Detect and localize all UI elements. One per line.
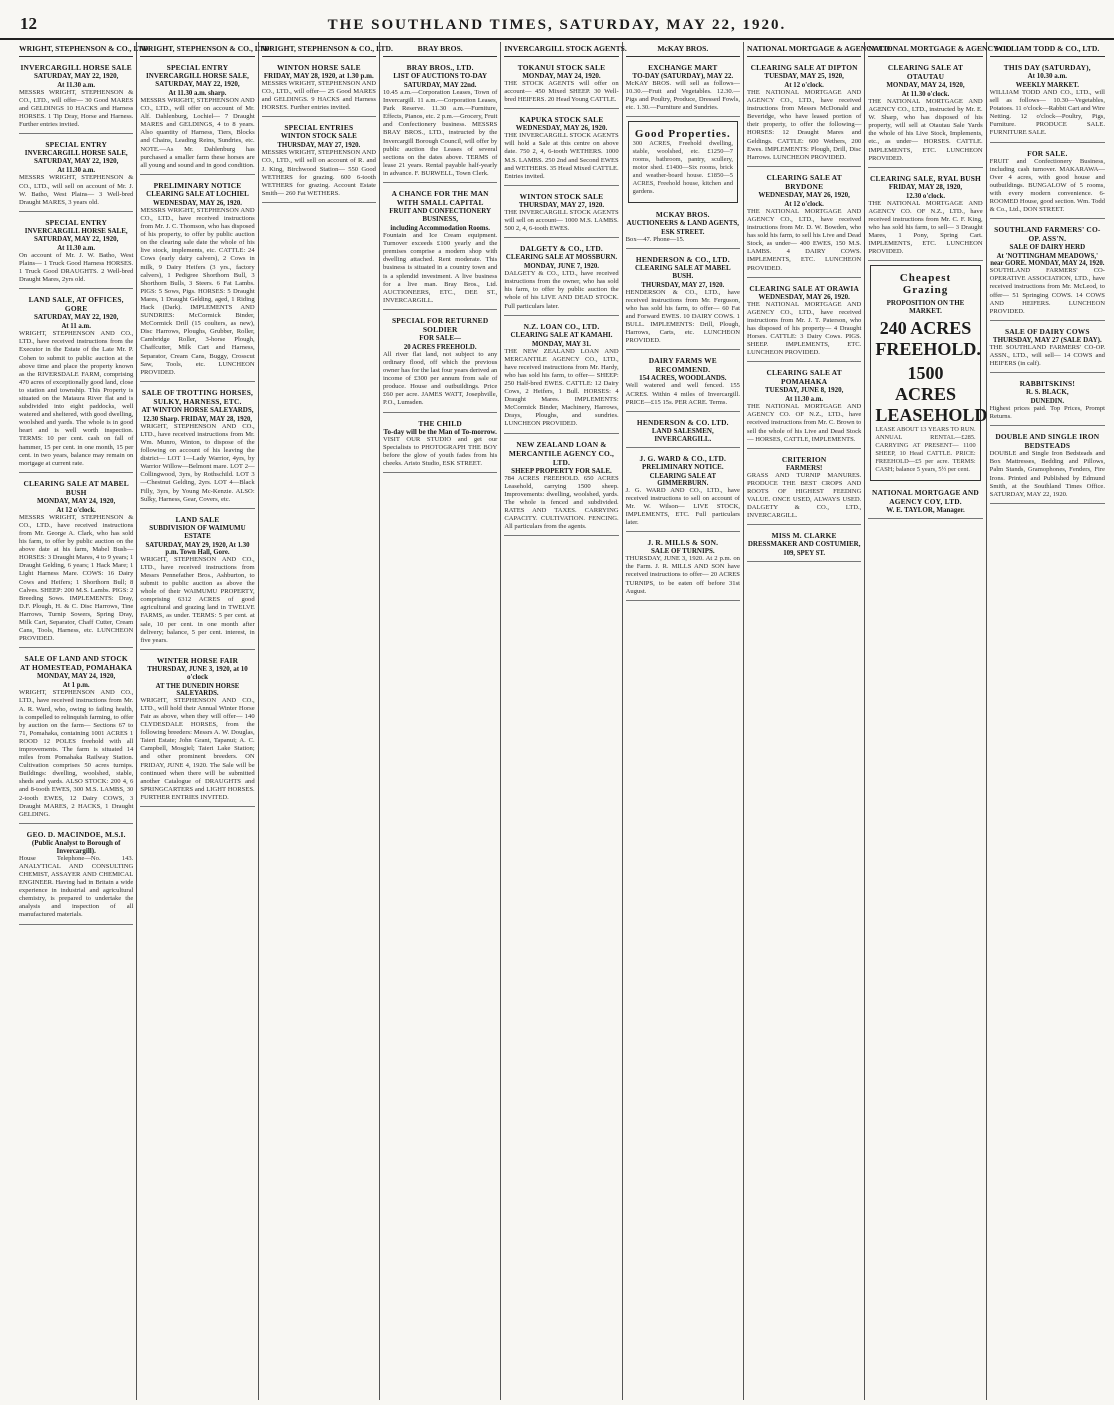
ad-date: TUESDAY, JUNE 8, 1920,: [764, 386, 844, 395]
ad-date: SATURDAY, MAY 22, 1920,: [33, 72, 119, 80]
advertisement: [990, 222, 1105, 321]
ad-body: MESSRS WRIGHT, STEPHENSON AND CO., LTD., will offer on account of Mr. Alf. Dahlenburg, Lochiel— 7 Draught MARES and GELDINGS, 4 to 8 years. Also quantity of Harness, Tiers, Blocks and Chains, Leading Reins, Sundries, etc. NOTE.—As Mr. Dahlenburg has purchased a smaller farm these horses are all young and sound and in good condition.: [140, 97, 255, 169]
ad-body: WRIGHT, STEPHENSON AND CO., LTD., have received instructions from Mr. Wm. Munro, Winton, to dispose of the following on account of his leaving the district— LOT 1—Lady Warrior, 4yrs, by Warrior Willow—Belmont mare. LOT 2—Collingwood, 3yrs, by Rothschild. LOT 3—Chestnut Gelding, 2yrs. LOT 4—Black Filly, 3yrs, by Young Mc-Kenzie. ALSO: Sulky, Harness, Gear, Covers, etc.: [140, 422, 255, 503]
ad-subheading: THURSDAY, MAY 27, 1920.: [641, 281, 725, 289]
ad-body: All river flat land, not subject to any ordinary flood, off which the previous owner has for the last four years derived an income of £300 per annum from sale of produce. House and outbuildings. Price £60 per acre. JAMES WATT, Josephville, P.O., Lumsden.: [383, 350, 498, 407]
advertisement: [868, 60, 982, 168]
ad-title: SOUTHLAND FARMERS' CO-OP. ASS'N.: [994, 225, 1101, 244]
ad-date: WEDNESDAY, MAY 26, 1920,: [758, 190, 850, 199]
ad-subheading: At 1 p.m.: [62, 682, 90, 690]
ad-title: MISS M. CLARKE: [771, 531, 837, 541]
advertisement: [747, 281, 861, 363]
ad-subheading: 12.30 Sharp. FRIDAY, MAY 28, 1920,: [142, 415, 253, 423]
ad-subheading: SATURDAY, MAY 29, 1920, At 1.30 p.m. Town Hall, Gore.: [145, 541, 250, 556]
ad-body: Box—47. Phone—15.: [625, 235, 685, 243]
ad-date: LAND SALESMEN, INVERCARGILL.: [651, 426, 714, 443]
column-6: [623, 42, 744, 1400]
ad-body: WRIGHT, STEPHENSON AND CO., LTD., have received instructions from Messrs Pennefather Bros., Ashburton, to submit to public auction as above the whole of their WAIMUMU PROPERTY, comprising 6312 ACRES of good agricultural and grazing land in TWELVE FARMS, as under. TERMS: 5 per cent. at sale, 10 per cent. in one month after delivery; balance, 5 per cent. interest, in five years.: [140, 555, 255, 644]
column-9: [987, 42, 1108, 1400]
ad-body: 784 ACRES FREEHOLD. 650 ACRES Leasehold, carrying 1500 sheep. Improvements: dwelling, woolshed, yards. The whole is fenced and subdivided. RATES AND TAXES. CARRYING CAPACITY. CULTIVATION. FENCING. All particulars from the agents.: [504, 474, 619, 531]
ad-date: THURSDAY, MAY 27, 1920.: [518, 200, 605, 209]
ad-date: SATURDAY, MAY 22, 1920,: [33, 313, 119, 322]
ad-subheading: At 11.30 a.m.: [57, 244, 96, 252]
advertisement: [383, 60, 497, 183]
advertisement: [19, 292, 133, 473]
advertisement: [504, 112, 618, 186]
ad-date: AT WINTON HORSE SALEYARDS,: [141, 405, 254, 414]
ad-subheading: WEDNESDAY, MAY 26, 1920.: [153, 199, 242, 207]
ad-title: KAPUKA STOCK SALE: [519, 115, 604, 125]
ad-title: CLEARING SALE AT DIPTON: [750, 63, 858, 72]
ad-body: WRIGHT, STEPHENSON AND CO., LTD., will hold their Annual Winter Horse Fair as above, when they will offer— 140 CLYDESDALE HORSES, from the following breeders: Messrs A. W. Douglas, Taieri Estate; John Grant, Tapanui; A. C. Campbell, Mosgiel; Taieri Lake Station; and other prominent breeders. ON FRIDAY, JUNE 4, 1920. The Sale will be continued when there will be submitted another Catalogue of DRAUGHTS and SPRINGCARTERS and LIGHT HORSES. FURTHER ENTRIES INVITED.: [140, 696, 255, 801]
ad-title: WINTER HORSE FAIR: [156, 655, 239, 665]
ad-subheading: THURSDAY, MAY 27, 1920.: [277, 142, 361, 150]
ad-subheading: DUNEDIN.: [1030, 398, 1065, 406]
ad-title: CLEARING SALE AT BRYDONE: [766, 172, 842, 191]
advertisement: [140, 60, 254, 175]
ad-body: 10.45 a.m.—Corporation Leases, Town of Invercargill. 11 a.m.—Corporation Leases, Park Reserve. 11.30 a.m.—Furniture, Effects, Pianos, etc. 2 p.m.—Grocery, Fruit and Confectionery business. MESSRS BRAY BROS., LTD., instructed by the Invercargill Borough Council, will offer by public auction the Leases of several sections on the dates above. TERMS of lease 21 years. Rental payable half-yearly in advance. F. BURWELL, Town Clerk.: [383, 89, 498, 177]
ad-title: NATIONAL MORTGAGE AND AGENCY COY, LTD.: [872, 487, 979, 506]
ad-body: THE STOCK AGENTS will offer on account— 450 Mixed SHEEP. 30 Well-bred HEIFERS. 20 Head Young CATTLE.: [504, 80, 619, 104]
ad-body: VISIT OUR STUDIO and get our Specialists to PHOTOGRAPH THE BOY before the glow of youth fades from his cheeks. Aristo Studio, ESK STREET.: [383, 435, 498, 467]
ad-date: To-day will be the Man of To-morrow.: [383, 427, 497, 436]
ad-title: J. R. MILLS & SON.: [647, 538, 719, 548]
ad-subheading: AT THE DUNEDIN HORSE SALEYARDS.: [155, 682, 240, 697]
advertisement: [19, 827, 133, 925]
advertisement: [140, 653, 254, 807]
ad-body: THE NATIONAL MORTGAGE AND AGENCY CO., LTD., instructed by Mr. E. W. Sharp, who has disposed of his property, will sell at Otautau Sale Yards the whole of his Live Stock, Implements, etc., as under— HORSES. CATTLE. IMPLEMENTS, ETC. LUNCHEON PROVIDED.: [868, 98, 983, 162]
advertisement: [626, 252, 740, 351]
column-heading: BRAY BROS.: [383, 42, 497, 57]
columns-container: [16, 42, 1108, 1400]
ad-date: FRUIT AND CONFECTIONERY BUSINESS,: [389, 207, 492, 224]
ad-title: HENDERSON & CO., LTD.: [635, 254, 730, 264]
ad-title: SPECIAL ENTRY: [166, 63, 229, 72]
ad-title: THIS DAY (SATURDAY),: [1003, 63, 1091, 72]
ad-date: 154 ACRES, WOODLANDS.: [639, 374, 727, 383]
ad-title: DALGETY & CO., LTD.: [520, 244, 603, 254]
column-2: [137, 42, 272, 1400]
advertisement: [626, 60, 740, 117]
ad-title: WINTON STOCK SALE: [519, 191, 604, 201]
ad-title: J. G. WARD & CO., LTD.: [639, 453, 727, 463]
ad-title: SALE OF LAND AND STOCK AT HOMESTEAD, POMAHAKA: [20, 654, 133, 673]
masthead: [0, 0, 1114, 40]
ad-body: WRIGHT, STEPHENSON AND CO., LTD., have received instructions from the Executor in the Estate of the Late Mr. P. Cohen to submit to public auction at the above time and place the property known as the RIVERSDALE FARM, comprising 470 acres of exceptionally good land, close to station and township. This Property is situated on the Mataura River flat and is subdivided into eight paddocks, well watered and sheltered, with good dwelling, woolshed and yards. The whole is in good heart and is well worth inspection. TERMS: 10 per cent. cash on fall of hammer, 15 per cent. in one month, 15 per cent. in two years, balance may remain on mortgage at current rate.: [19, 330, 134, 467]
ad-subheading: At 11.30 a.m. sharp.: [168, 90, 227, 97]
ad-title: CLEARING SALE AT MABEL BUSH: [23, 478, 129, 497]
advertisement: [990, 324, 1105, 373]
advertisement: [19, 60, 133, 134]
ad-body: MESSRS WRIGHT, STEPHENSON AND CO., LTD., will sell on account of R. and J. King, Birchwood Station— 550 Good WETHERS for grazing. 600 6-tooth WETHERS for grazing. Account Estate Smith— 260 Fat WETHERS.: [261, 149, 376, 197]
advertisement: [19, 215, 133, 289]
ad-date: SALE OF DAIRY HERD: [1009, 243, 1086, 252]
ad-body: FRUIT and Confectionery Business, including cash turnover. MAKARAWA—Over 4 acres, with good house and outbuildings. BUNGALOW of 5 rooms, with every modern convenience. 6-ROOMED House, good section. Wm. Todd & Co., Ltd., DON STREET.: [989, 157, 1105, 214]
advertisement: [262, 120, 376, 203]
ad-title: INVERCARGILL HORSE SALE: [20, 63, 132, 72]
ad-date: FRIDAY, MAY 28, 1920, at 1.30 p.m.: [263, 72, 374, 80]
ad-subheading: At 12 o'clock.: [56, 506, 96, 514]
advertisement: [140, 512, 254, 650]
ad-date: (Public Analyst to Borough of Invercargill).: [31, 838, 121, 855]
ad-subheading: 20 ACRES FREEHOLD.: [403, 343, 477, 351]
column-heading: WRIGHT, STEPHENSON & CO., LTD.: [19, 42, 133, 57]
advertisement: [504, 189, 618, 238]
ad-title: EXCHANGE MART: [648, 63, 718, 72]
ad-title: LAND SALE: [175, 514, 220, 524]
advertisement: [990, 146, 1105, 220]
ad-date: MONDAY, MAY 24, 1920,: [37, 672, 116, 681]
ad-subheading: At 11.30 o'clock.: [901, 91, 950, 98]
advertisement: [747, 365, 861, 448]
advertisement: [504, 241, 618, 315]
ad-subtitle: PROPOSITION ON THE MARKET.: [886, 299, 965, 316]
ad-subheading: ESK STREET.: [661, 228, 705, 236]
column-heading: WRIGHT, STEPHENSON & CO., LTD.: [140, 42, 254, 57]
column-5: [501, 42, 627, 1400]
advertisement: [262, 60, 376, 117]
ad-title: TOKANUI STOCK SALE: [517, 63, 606, 72]
ad-subheading: 109, SPEY ST.: [783, 550, 826, 558]
column-heading: WILLIAM TODD & CO., LTD.: [990, 42, 1105, 57]
ad-title: DAIRY FARMS WE RECOMMEND.: [648, 356, 717, 375]
ad-date: TUESDAY, MAY 25, 1920,: [764, 72, 844, 80]
ad-title: SPECIAL ENTRY: [45, 140, 107, 150]
ad-body: MESSRS WRIGHT, STEPHENSON & CO., LTD., will offer— 30 Good MARES and GELDINGS 10 HACKS and Harness HORSES. 1 Tip Dray, Horse and Harness. Further entries invited.: [19, 89, 134, 129]
ad-title: CLEARING SALE, RYAL BUSH: [869, 173, 982, 183]
ad-subheading: At 11.30 a.m.: [785, 396, 824, 404]
ad-body: 300 ACRES, Freehold dwelling, stable, woolshed, etc. £1250—7 rooms, bathroom, pantry, scullery, motor shed. £1400—Six rooms, brick and weather-board house. £1850—5 ACRES, Freehold house, kitchen and gardens.: [632, 140, 733, 195]
column-heading: WRIGHT, STEPHENSON & CO., LTD.: [262, 42, 376, 57]
ad-date: SHEEP PROPERTY FOR SALE.: [511, 466, 612, 475]
advertisement: [870, 265, 988, 480]
advertisement: [19, 137, 133, 211]
ad-title: N.Z. LOAN CO., LTD.: [523, 321, 600, 331]
advertisement: [990, 376, 1105, 426]
ad-body: MESSRS WRIGHT, STEPHENSON AND CO., LTD., have received instructions from Mr. J. C. Thomson, who has disposed of his property, to offer by public auction on the clearing sale date the whole of his live stock, implements, etc. CATTLE: 24 Cows (early dairy calvers), 2 Cows in milk, 9 Dairy Heifers (3 yrs., factory calvers), 1 Pedigree Shorthorn Bull, 3 Shorthorn Bulls, 3 Steers. 6 Fat Lambs. PIGS: 5 Sows, Pigs. HORSES: 5 Draught Mares, 1 Draught Gelding, aged, 1 Riding Hack (Dark). IMPLEMENTS AND SUNDRIES: McCormick Binder, McCormick Drill (15 coulters, as new), Disc Harrows, Ploughs, Grubber, Roller, Cambridge Roller, 3-horse Plough, Chaffcutter, Milk Cart and Harness, Separator, Cream Cans, Buggy, Crosscut Saw, Tools, etc. LUNCHEON PROVIDED.: [140, 206, 255, 376]
column-heading: NATIONAL MORTGAGE & AGENCY CO.: [747, 42, 861, 57]
ad-subheading: CLEARING SALE AT GIMMERBURN.: [649, 472, 716, 487]
ad-date: WEDNESDAY, MAY 26, 1920.: [758, 292, 850, 301]
ad-body: DOUBLE and Single Iron Bedsteads and Box Mattresses, Bedding and Pillows, Palm Stands, Gramophones, Fenders, Fire Irons. Printed and Published by Edmund Smith, at the Southland Times Office. SATURDAY, MAY 22, 1920.: [989, 450, 1105, 498]
advertisement: [868, 171, 982, 262]
ad-date: CLEARING SALE AT MABEL BUSH.: [635, 263, 731, 280]
ad-subheading: At 12 o'clock.: [784, 82, 824, 89]
advertisement: [747, 528, 861, 562]
ad-body: MESSRS WRIGHT, STEPHENSON & CO., LTD., have received instructions from Mr. George A. Clark, who has sold his farm, to offer by public auction on the above date at his farm, Mabel Bush— HORSES: 3 Draught Mares, 4 to 9 years; 1 Draught Gelding, 6 years; 1 Hack Mare; 1 Light Harness Mare. COWS: 16 Dairy Cows and Heifers; 1 Shorthorn Bull; 8 Calves. SHEEP: 200 M.S. Lambs. PIGS: 2 Breeding Sows. IMPLEMENTS: Dray, D.F. Plough, H. & C. Disc Harrows, Tine Harrows, Turnip Sowers, Spring Dray, Milk Cart, Separator, Chaff Cutter, Cream Cans, Tools, Harness, etc. LUNCHEON PROVIDED.: [19, 513, 134, 643]
column-4: [380, 42, 501, 1400]
ad-date: TO-DAY (SATURDAY), MAY 22.: [632, 72, 734, 80]
column-8: [865, 42, 1014, 1400]
ad-subheading: including Accommodation Rooms.: [390, 225, 490, 233]
ad-body: Highest prices paid. Top Prices, Prompt Returns.: [989, 405, 1105, 421]
advertisement: [383, 313, 497, 413]
ad-subheading: WEEKLY MARKET.: [1015, 82, 1079, 89]
ad-date: INVERCARGILL HORSE SALE, SATURDAY, MAY 22, 1920,: [24, 149, 128, 166]
ad-date: R. S. BLACK,: [1026, 388, 1069, 397]
advertisement: [504, 60, 618, 109]
ad-body: Well watered and well fenced. 155 ACRES. Within 4 miles of Invercargill. PRICE—£15 15s. PER ACRE. Terms.: [625, 382, 740, 406]
ad-title: CLEARING SALE AT ORAWIA: [749, 283, 859, 293]
ad-subheading: MONDAY, MAY 31.: [531, 340, 592, 348]
advertisement: [747, 452, 861, 526]
ad-body: SOUTHLAND FARMERS' CO-OPERATIVE ASSOCIATION, LTD., have received instructions from Mr. McLeod, to offer— 51 Springing COWS. 14 COWS AND HEIFERS. LUNCHEON PROVIDED.: [989, 267, 1105, 315]
advertisement: [140, 178, 254, 382]
ad-body: THURSDAY, JUNE 3, 1920. At 2 p.m. on the Farm. J. R. MILLS AND SON have received instructions to offer— 20 ACRES TURNIPS, to be eaten off before 31st August.: [625, 555, 740, 595]
advertisement: [626, 353, 740, 411]
ad-body: J. G. WARD AND CO., LTD., have received instructions to sell on account of Mr. W. Wilson— LIVE STOCK, IMPLEMENTS, ETC. Full particulars later.: [625, 486, 740, 527]
advertisement: [504, 319, 618, 434]
ad-date: THURSDAY, JUNE 3, 1920, at 10 o'clock: [147, 664, 248, 681]
ad-body: Fountain and Ice Cream equipment. Turnover exceeds £100 yearly and the premises comprise a modern shop with dwelling attached. Rent moderate. This business is situated in a country town and is a splendid investment. A live business for a live man. Bray Bros., Ltd. AUCTIONEERS, ETC., DEE ST., INVERCARGILL.: [383, 232, 498, 304]
ad-subheading: At 11 a.m.: [61, 323, 91, 331]
ad-title: A CHANCE FOR THE MAN WITH SMALL CAPITAL: [391, 189, 489, 208]
advertisement: [140, 385, 254, 509]
ad-body: THE NEW ZEALAND LOAN AND MERCANTILE AGENCY CO., LTD., have received instructions from Mr. Hardy, who has sold his farm, to offer— SHEEP: 250 Half-bred EWES. CATTLE: 12 Dairy Cows, 2 Heifers, 1 Bull. HORSES: 4 Draught Mares. IMPLEMENTS: McCormick Binder, Machinery, Harrows, Drays, Ploughs, and sundries. LUNCHEON PROVIDED.: [504, 347, 619, 428]
ad-title: NEW ZEALAND LOAN & MERCANTILE AGENCY CO., LTD.: [508, 439, 615, 467]
ad-title: CRITERION: [781, 454, 827, 464]
ad-title: SALE OF TROTTING HORSES, SULKY, HARNESS, ETC.: [141, 387, 254, 406]
ad-title: CLEARING SALE AT OTAUTAU: [887, 63, 964, 81]
ad-body: THE NATIONAL MORTGAGE AND AGENCY CO. OF N.Z., LTD., have received instructions from Mr. C. Brown to sell the whole of his Live and Dead Stock— HORSES, CATTLE, IMPLEMENTS.: [747, 403, 862, 443]
ad-body: LEASE ABOUT 13 YEARS TO RUN. ANNUAL RENTAL—£285. CARRYING AT PRESENT— 1100 SHEEP, 10 Head CATTLE. PRICE: FREEHOLD—£5 per acre. TERMS: CASH; balance 5 years, 5½ per cent.: [875, 426, 976, 473]
ad-body: THE NATIONAL MORTGAGE AND AGENCY CO., LTD., have received instructions from Mr. D. W. Bowden, who has sold his farm, to sell his Live and Dead Stock, as under— 400 EWES, 150 M.S. LAMBS. 4 DAIRY COWS. IMPLEMENTS, ETC. LUNCHEON PROVIDED.: [747, 207, 862, 272]
advertisement: [990, 429, 1105, 504]
ad-body: THE INVERCARGILL STOCK AGENTS will sell on account— 1000 M.S. LAMBS. 500 2, 4, 6-tooth EWES.: [504, 208, 619, 233]
ad-date: WINTON STOCK SALE: [280, 132, 357, 141]
ad-body: THE NATIONAL MORTGAGE AND AGENCY CO., LTD., have received instructions from Messrs McDonald and Beveridge, who have leased portion of their property, to offer the following— HORSES: 12 Draught Mares and Geldings. CATTLE: 600 Wethers, 200 Ewes. IMPLEMENTS: Plough, Drill, Disc Harrows. LUNCHEON PROVIDED.: [747, 89, 862, 161]
ad-subheading: At 11.30 a.m.: [57, 82, 96, 89]
advertisement: [747, 60, 861, 167]
ad-title: SPECIAL ENTRY: [45, 217, 107, 227]
ad-body: House Telephone—No. 143. ANALYTICAL AND CONSULTING CHEMIST, ASSAYER AND CHEMICAL ENGINEER. Having had in Britain a wide experience in industrial and agricultural chemistry, is prepared to undertake the analysis and inspection of all manufactured materials.: [19, 854, 134, 919]
ad-body: THE NATIONAL MORTGAGE AND AGENCY CO. OF N.Z., LTD., have received instructions from Mr. C. F. King, who has sold his farm, to sell— 3 Draught Mares, 1 Pony, Spring Cart. IMPLEMENTS, ETC. LUNCHEON PROVIDED.: [868, 199, 983, 256]
ad-title: WINTON HORSE SALE: [276, 63, 361, 72]
ad-body: WRIGHT, STEPHENSON AND CO., LTD., have received instructions from Mr. A. R. Ward, who, owing to failing health, is compelled to relinquish farming, to offer by auction on the farm— Sections 67 to 71, Pomahaka, containing 1001 ACRES 1 ROOD 12 POLES freehold with all improvements. The farm is situated 14 miles from Pomahaka Railway Station. Cultivation comprises 50 acres turnips. Buildings: dwelling, woolshed, stable, sheds and yards. ALSO STOCK: 200 4, 6 and 8-tooth EWES, 300 M.S. LAMBS, 30 2-tooth EWES, 12 Dairy COWS, 3 Draught MARES, 2 HACKS, 1 Draught GELDING.: [19, 689, 134, 818]
ad-date: CLEARING SALE AT MOSSBURN.: [505, 253, 618, 262]
advertisement: [383, 186, 497, 310]
ad-date: CLEARING SALE AT LOCHIEL: [146, 189, 249, 198]
ad-body: DALGETY & CO., LTD., have received instructions from the owner, who has sold his farm, to offer by public auction the whole of his LIVE AND DEAD STOCK. Full particulars later.: [504, 270, 619, 310]
advertisement: [628, 121, 738, 202]
ad-date: MONDAY, MAY 24, 1920.: [522, 72, 601, 80]
ad-title: MCKAY BROS.: [655, 209, 710, 219]
advertisement: [504, 437, 618, 537]
ad-title: FOR SALE.: [1027, 148, 1068, 158]
ad-headline: 240 ACRES FREEHOLD.: [875, 318, 981, 360]
ad-headline: 1500 ACRES LEASEHOLD: [875, 363, 988, 426]
ad-date: FOR SALE—: [419, 333, 462, 342]
ad-subheading: SATURDAY, MAY 22nd.: [403, 82, 477, 89]
ad-date: At 10.30 a.m.: [1027, 72, 1068, 80]
ad-date: MONDAY, MAY 24, 1920,: [886, 81, 965, 89]
ad-date: SALE OF TURNIPS.: [651, 547, 715, 556]
ad-title: HENDERSON & CO. LTD.: [636, 417, 729, 427]
ad-date: W. E. TAYLOR, Manager.: [886, 505, 965, 514]
ad-title: THE CHILD: [418, 418, 462, 428]
ad-date: PRELIMINARY NOTICE.: [642, 462, 724, 471]
ad-date: AUCTIONEERS & LAND AGENTS,: [626, 218, 740, 227]
advertisement: [747, 170, 861, 278]
ad-title: GEO. D. MACINDOE, M.S.I.: [26, 829, 126, 839]
advertisement: [626, 207, 740, 249]
page-number: 12: [20, 14, 37, 33]
ad-title: LAND SALE, AT OFFICES, GORE: [28, 295, 124, 314]
ad-date: INVERCARGILL HORSE SALE, SATURDAY, MAY 22, 1920,: [146, 72, 249, 88]
ad-body: THE NATIONAL MORTGAGE AND AGENCY CO., LTD., have received instructions from Mr. J. T. Paterson, who has disposed of his property— 4 Draught Horses. CATTLE: 3 Dairy Cows. PIGS. SHEEP. IMPLEMENTS, ETC. LUNCHEON PROVIDED.: [747, 300, 862, 357]
column-heading: McKAY BROS.: [626, 42, 740, 57]
column-1: [16, 42, 151, 1400]
advertisement: [868, 485, 982, 519]
ad-date: FARMERS!: [785, 463, 823, 472]
ad-date: THURSDAY, MAY 27 (SALE DAY).: [992, 335, 1102, 344]
ad-body: HENDERSON & CO., LTD., have received instructions from Mr. Ferguson, who has sold his farm, to offer— 60 Fat and Forward EWES. 10 DAIRY COWS. 1 BULL. IMPLEMENTS: Drill, Plough, Harrows, Carts, etc. LUNCHEON PROVIDED.: [625, 288, 740, 345]
column-3: [259, 42, 393, 1400]
ad-body: GRASS AND TURNIP MANURES. PRODUCE THE BEST CROPS AND ROOTS OF HIGHEST FEEDING VALUE. ONCE USED, ALWAYS USED. DALGETY & CO., LTD., INVERCARGILL.: [747, 471, 862, 520]
ad-subheading: MONDAY, JUNE 7, 1920.: [523, 263, 599, 271]
ad-body: THE SOUTHLAND FARMERS' CO-OP. ASSN., LTD., will sell— 14 COWS and HEIFERS (in calf).: [989, 343, 1105, 367]
ad-title: SPECIAL ENTRIES: [284, 123, 354, 133]
column-heading: INVERCARGILL STOCK AGENTS.: [504, 42, 618, 57]
ad-title: SALE OF DAIRY COWS: [1004, 326, 1090, 336]
ad-subheading: At 12 o'clock.: [784, 200, 824, 208]
column-heading: NATIONAL MORTGAGE & AGENCY CO.: [868, 42, 982, 57]
ad-body: MESSRS WRIGHT, STEPHENSON AND CO., LTD., will offer— 25 Good MARES and GELDINGS. 9 HACKS and Harness HORSES. Further entries invited.: [261, 80, 376, 112]
ad-title: SPECIAL FOR RETURNED SOLDIER: [391, 315, 489, 334]
ad-date: LIST OF AUCTIONS TO-DAY: [393, 72, 488, 80]
ad-title: Cheapest Grazing: [899, 272, 952, 297]
ad-title: RABBITSKINS!: [1019, 379, 1076, 389]
newspaper-title: THE SOUTHLAND TIMES, SATURDAY, MAY 22, 1920.: [327, 17, 787, 33]
ad-body: On account of Mr. J. W. Batho, West Plains— 1 Truck Good Harness HORSES. 1 Truck Good DRAUGHTS. 2 Well-bred Draught Mares, 2yrs old.: [19, 251, 134, 284]
ad-date: FRIDAY, MAY 28, 1920,: [888, 182, 963, 191]
ad-title: CLEARING SALE AT POMAHAKA: [766, 368, 842, 387]
advertisement: [383, 416, 497, 473]
ad-body: WILLIAM TODD AND CO., LTD., will sell as follows— 10.30—Vegetables, Potatoes. 11 o'clock—Rabbit Cart and Wire Netting. 12 o'clock—Poultry, Pigs, Furniture. PRODUCE SALE. FURNITURE SALE.: [989, 89, 1105, 137]
advertisement: [19, 651, 133, 824]
ad-subheading: 12.30 o'clock.: [905, 192, 946, 200]
ad-body: MESSRS WRIGHT, STEPHENSON & CO., LTD., will sell on account of Mr. J. W. Batho, West Plains— 3 Well-bred Draught MARES, 3 years old.: [19, 174, 134, 206]
ad-subheading: At 'NOTTINGHAM MEADOWS,' near GORE. MONDAY, MAY 24, 1920.: [990, 253, 1105, 268]
ad-date: DRESSMAKER AND COSTUMIER,: [747, 540, 861, 549]
ad-body: McKAY BROS. will sell as follows— 10.30.—Fruit and Vegetables. 12.30.—Pigs and Poultry, Produce, Dressed Fowls, etc. 1.30.—Furniture and Sundries.: [625, 80, 740, 112]
column-7: [744, 42, 893, 1400]
ad-title: Good Properties.: [634, 128, 731, 141]
ad-title: BRAY BROS., LTD.: [406, 63, 474, 72]
ad-title: PRELIMINARY NOTICE: [153, 180, 242, 190]
ad-date: SUBDIVISION OF WAIMUMU ESTATE: [149, 523, 246, 540]
ad-title: DOUBLE AND SINGLE IRON BEDSTEADS: [995, 432, 1100, 451]
advertisement: [626, 415, 740, 448]
ad-date: CLEARING SALE AT KAMAHI.: [510, 330, 613, 339]
ad-date: INVERCARGILL HORSE SALE, SATURDAY, MAY 22, 1920,: [24, 226, 128, 243]
advertisement: [626, 451, 740, 532]
ad-subheading: At 11.30 a.m.: [57, 167, 96, 175]
ad-date: MONDAY, MAY 24, 1920,: [37, 496, 116, 505]
ad-date: WEDNESDAY, MAY 26, 1920.: [515, 124, 608, 133]
advertisement: [990, 60, 1105, 143]
advertisement: [19, 476, 133, 649]
ad-body: THE INVERCARGILL STOCK AGENTS will hold a Sale at this centre on above date. 750 2, 4, 6-tooth WETHERS. 1000 M.S. LAMBS. 250 2nd and Second EWES and WETHERS. 35 Head Mixed CATTLE. Entries invited.: [504, 132, 619, 180]
advertisement: [626, 535, 740, 600]
